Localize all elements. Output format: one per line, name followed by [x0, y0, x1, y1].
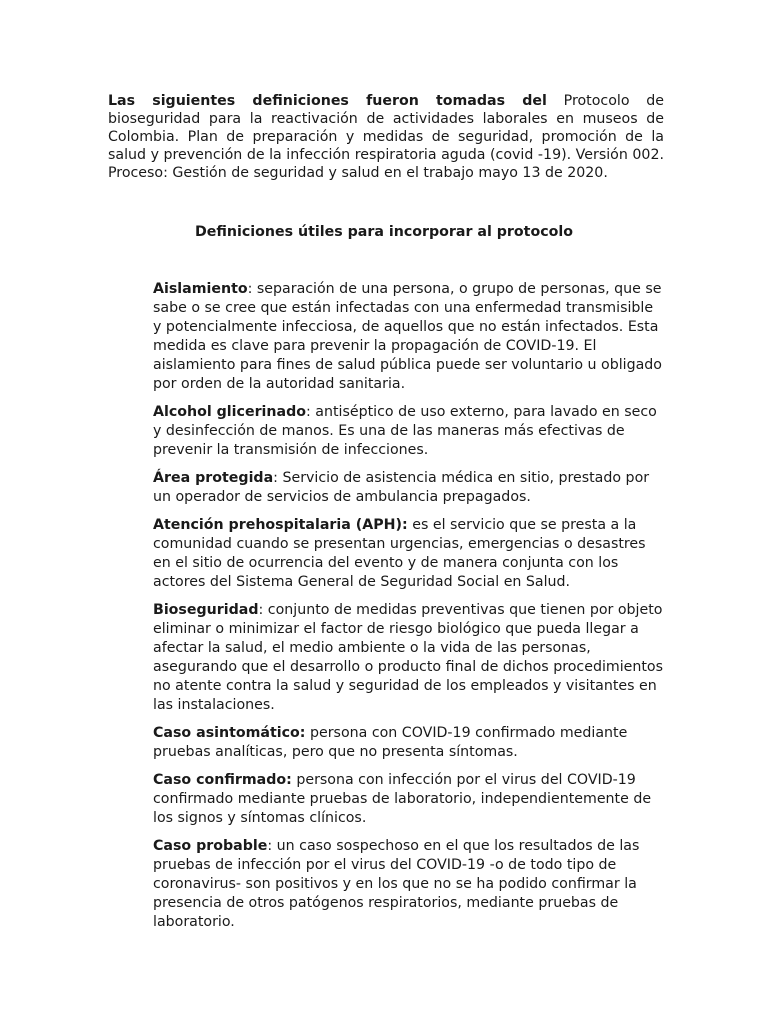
definition-term: Bioseguridad: [153, 602, 259, 618]
definition-bioseguridad: [153, 601, 663, 715]
definition-alcohol-glicerinado: [153, 403, 663, 460]
definition-text: : Servicio de asistencia médica en sitio, prestado por un operador de servicios de ambulancia prepagados.: [153, 470, 650, 505]
definition-aislamiento: [153, 280, 663, 394]
definition-text: persona con infección por el virus del COVID-19 confirmado mediante pruebas de laboratorio, independientemente de los signos y síntomas clínicos.: [153, 772, 652, 826]
definition-term: Caso probable: [153, 838, 268, 854]
definition-text: persona con COVID-19 confirmado mediante pruebas analíticas, pero que no presenta síntomas.: [153, 725, 628, 760]
intro-paragraph: [108, 92, 664, 182]
definition-caso-probable: [153, 837, 663, 932]
definition-term: Caso asintomático:: [153, 725, 306, 741]
definitions-list: [153, 280, 663, 941]
definition-caso-asintomatico: [153, 724, 663, 762]
definition-term: Área protegida: [153, 470, 274, 486]
section-heading: Definiciones útiles para incorporar al protocolo: [195, 224, 573, 240]
definition-atencion-prehospitalaria: [153, 516, 663, 592]
definition-text: es el servicio que se presta a la comunidad cuando se presentan urgencias, emergencias o desastres en el sitio de ocurrencia del evento y de manera conjunta con los actores del Sistema General de Seguridad Social en Salud.: [153, 517, 646, 590]
definition-text: : antiséptico de uso externo, para lavado en seco y desinfección de manos. Es una de las maneras más efectivas de prevenir la transmisión de infecciones.: [153, 404, 657, 458]
definition-text: : conjunto de medidas preventivas que tienen por objeto eliminar o minimizar el factor de riesgo biológico que pueda llegar a afectar la salud, el medio ambiente o la vida de las personas, asegurando que el desarrollo o producto final de dichos procedimientos no atente contra la salud y seguridad de los empleados y visitantes en las instalaciones.: [153, 602, 664, 713]
definition-area-protegida: [153, 469, 663, 507]
definition-term: Alcohol glicerinado: [153, 404, 307, 420]
definition-term: Aislamiento: [153, 281, 248, 297]
definition-caso-confirmado: [153, 771, 663, 828]
definition-text: : un caso sospechoso en el que los resultados de las pruebas de infección por el virus del COVID-19 -o de todo tipo de coronavirus- son positivos y en los que no se ha podido confirmar la presencia de otros patógenos respiratorios, mediante pruebas de laboratorio.: [153, 838, 640, 930]
definition-term: Caso confirmado:: [153, 772, 292, 788]
intro-lead: Las siguientes definiciones fueron tomadas del: [108, 93, 547, 109]
definition-text: : separación de una persona, o grupo de personas, que se sabe o se cree que están infectadas con una enfermedad transmisible y potencialmente infecciosa, de aquellos que no están infectados. Esta medida es clave para prevenir la propagación de COVID-19. El aislamiento para fines de salud pública puede ser voluntario u obligado por orden de la autoridad sanitaria.: [153, 281, 662, 392]
intro-source: Protocolo de bioseguridad para la reactivación de actividades laborales en museos de Colombia. Plan de preparación y medidas de seguridad, promoción de la salud y prevención de la infección respiratoria aguda (covid -19). Versión 002. Proceso: Gestión de seguridad y salud en el trabajo mayo 13 de 2020.: [108, 93, 664, 182]
definition-term: Atención prehospitalaria (APH):: [153, 517, 408, 533]
